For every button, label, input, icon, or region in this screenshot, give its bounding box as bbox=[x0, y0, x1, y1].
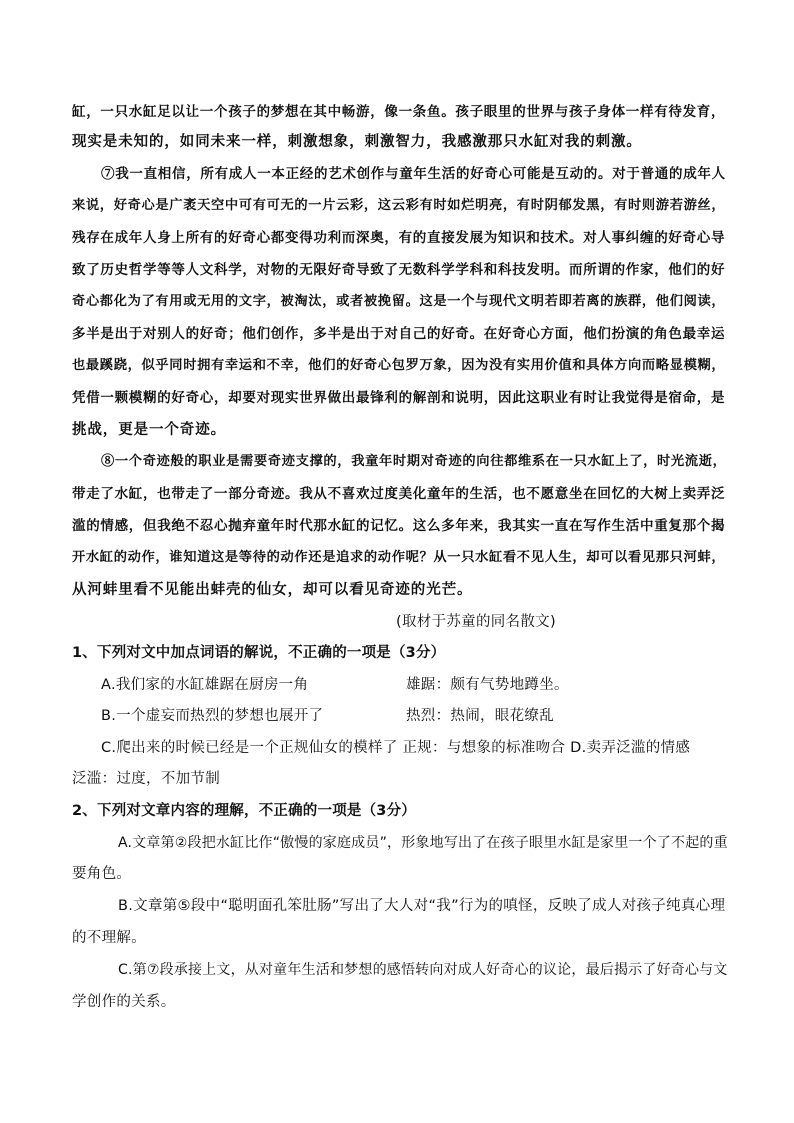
q2-option-b: B.文章第⑤段中“聪明面孔笨肚肠”写出了大人对“我”行为的嗔怪，反映了成人对孩子纯真心理 bbox=[118, 898, 726, 914]
passage-line: 多半是出于对别人的好奇；他们创作，多半是出于对自己的好奇。在好奇心方面，他们扮演的角色最幸运 bbox=[72, 326, 726, 342]
passage-line: 凭借一颗模糊的好奇心，却要对现实世界做出最锋利的解剖和说明，因此这职业有时让我觉得是宿命，是 bbox=[72, 390, 726, 406]
passage-line: 缸，一只水缸足以让一个孩子的梦想在其中畅游，像一条鱼。孩子眼里的世界与孩子身体一样有待发育， bbox=[72, 104, 726, 120]
q1-option-b: B.一个虚妄而热烈的梦想也展开了 bbox=[101, 708, 324, 724]
source-note: (取材于苏童的同名散文) bbox=[396, 614, 556, 630]
passage-line: ⑧一个奇迹般的职业是需要奇迹支撑的，我童年时期对奇迹的向往都维系在一只水缸上了，时光流逝， bbox=[101, 454, 727, 469]
passage-line: ⑦我一直相信，所有成人一本正经的艺术创作与童年生活的好奇心可能是互动的。对于普通的成年人 bbox=[101, 166, 726, 182]
q1-option-a-gloss: 雄踞：颇有气势地蹲坐。 bbox=[406, 677, 569, 693]
passage-line: 也最蹊跷，似乎同时拥有幸运和不幸，他们的好奇心包罗万象，因为没有实用价值和具体方向而略显模糊， bbox=[72, 358, 726, 373]
passage-line: 开水缸的动作，谁知道这是等待的动作还是追求的动作呢？从一只水缸看不见人生，却可以看见那只河蚌， bbox=[72, 550, 726, 565]
passage-line: 致了历史哲学等等人文科学，对物的无限好奇导致了无数科学学科和科技发明。而所谓的作家，他们的好 bbox=[72, 262, 726, 278]
q2-option-c-cont: 学创作的关系。 bbox=[72, 994, 176, 1010]
q2-option-b-cont: 的不理解。 bbox=[72, 930, 146, 946]
q2-option-a-cont: 要角色。 bbox=[72, 866, 132, 882]
passage-line: 带走了水缸，也带走了一部分奇迹。我从不喜欢过度美化童年的生活，也不愿意坐在回忆的大树上卖弄泛 bbox=[72, 486, 726, 502]
passage-line: 奇心都化为了有用或无用的文字，被淘汰，或者被挽留。这是一个与现代文明若即若离的族群，他们阅读， bbox=[72, 294, 726, 309]
q1-option-a: A.我们家的水缸雄踞在厨房一角 bbox=[101, 677, 309, 693]
passage-line: 来说，好奇心是广袤天空中可有可无的一片云彩，这云彩有时如烂明亮，有时阴郁发黑，有时则游若游丝， bbox=[72, 198, 726, 213]
passage-line: 从河蚌里看不见能出蚌壳的仙女，却可以看见奇迹的光芒。 bbox=[72, 581, 473, 598]
question-1-stem: 1、下列对文中加点词语的解说，不正确的一项是（3分） bbox=[72, 645, 446, 661]
q1-option-d-gloss: 泛滥：过度，不加节制 bbox=[72, 771, 220, 787]
passage-line: 滥的情感，但我绝不忍心抛弃童年时代那水缸的记忆。这么多年来，我其实一直在写作生活中重复那个揭 bbox=[72, 518, 726, 534]
passage-line: 挑战，更是一个奇迹。 bbox=[72, 421, 226, 438]
q1-option-b-gloss: 热烈：热闹，眼花缭乱 bbox=[406, 708, 554, 724]
q1-option-c-d: C.爬出来的时候已经是一个正规仙女的模样了 正规：与想象的标准吻合 D.卖弄泛滥的情感 bbox=[101, 740, 691, 756]
passage-line: 残存在成年人身上所有的好奇心都变得功利而深奥，有的直接发展为知识和技术。对人事纠缠的好奇心导 bbox=[72, 230, 726, 246]
q2-option-c: C.第⑦段承接上文，从对童年生活和梦想的感悟转向对成人好奇心的议论，最后揭示了好奇心与文 bbox=[118, 962, 728, 978]
passage-line: 现实是未知的，如同未来一样，刺激想象，刺激智力，我感激那只水缸对我的刺激。 bbox=[72, 133, 642, 150]
question-2-stem: 2、下列对文章内容的理解，不正确的一项是（3分） bbox=[72, 803, 416, 819]
q2-option-a: A.文章第②段把水缸比作“傲慢的家庭成员”，形象地写出了在孩子眼里水缸是家里一个了不起的重 bbox=[118, 835, 728, 851]
